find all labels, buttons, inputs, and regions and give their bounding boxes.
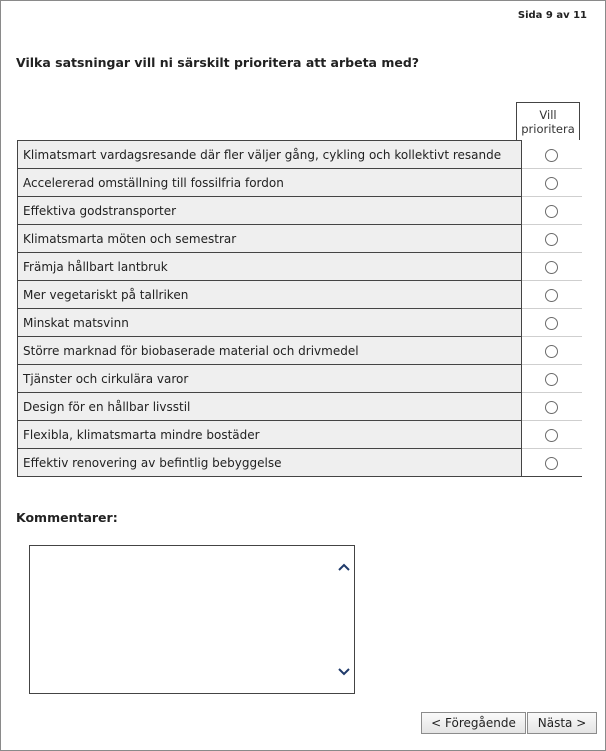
choice-cell bbox=[521, 281, 582, 309]
item-label: Tjänster och cirkulära varor bbox=[18, 365, 522, 393]
table-row bbox=[18, 393, 583, 421]
priority-radio-1[interactable] bbox=[545, 149, 558, 162]
page-indicator: Sida 9 av 11 bbox=[517, 10, 587, 21]
table-row bbox=[18, 421, 583, 449]
priority-radio-3[interactable] bbox=[545, 205, 558, 218]
choice-cell bbox=[521, 365, 582, 393]
comments-label: Kommentarer: bbox=[16, 510, 118, 525]
question-title: Vilka satsningar vill ni särskilt prioritera att arbeta med? bbox=[16, 55, 420, 70]
priority-radio-8[interactable] bbox=[545, 345, 558, 358]
priority-radio-2[interactable] bbox=[545, 177, 558, 190]
chevron-up-icon[interactable] bbox=[337, 560, 351, 574]
table-row bbox=[18, 281, 583, 309]
column-header-line: Vill bbox=[539, 108, 557, 122]
priority-radio-7[interactable] bbox=[545, 317, 558, 330]
item-label: Mer vegetariskt på tallriken bbox=[18, 281, 522, 309]
item-label: Flexibla, klimatsmarta mindre bostäder bbox=[18, 421, 522, 449]
choice-cell bbox=[521, 421, 582, 449]
item-label: Effektiva godstransporter bbox=[18, 197, 522, 225]
item-label: Klimatsmart vardagsresande där fler väljer gång, cykling och kollektivt resande bbox=[18, 141, 522, 169]
priority-radio-12[interactable] bbox=[545, 457, 558, 470]
item-label: Design för en hållbar livsstil bbox=[18, 393, 522, 421]
priority-radio-10[interactable] bbox=[545, 401, 558, 414]
choice-cell bbox=[521, 253, 582, 281]
priority-radio-9[interactable] bbox=[545, 373, 558, 386]
choice-cell bbox=[521, 309, 582, 337]
column-header-vill-prioritera bbox=[516, 102, 580, 140]
table-row bbox=[18, 449, 583, 477]
chevron-down-icon[interactable] bbox=[337, 665, 351, 679]
previous-button[interactable]: < Föregående bbox=[421, 712, 526, 734]
item-label: Accelererad omställning till fossilfria fordon bbox=[18, 169, 522, 197]
table-row bbox=[18, 169, 583, 197]
comments-textarea[interactable] bbox=[29, 545, 355, 694]
column-header-line: prioritera bbox=[521, 122, 575, 136]
choice-cell bbox=[521, 449, 582, 477]
table-row bbox=[18, 197, 583, 225]
next-button[interactable]: Nästa > bbox=[527, 712, 597, 734]
choice-cell bbox=[521, 225, 582, 253]
priority-radio-5[interactable] bbox=[545, 261, 558, 274]
priority-radio-6[interactable] bbox=[545, 289, 558, 302]
choice-cell bbox=[521, 337, 582, 365]
table-row bbox=[18, 309, 583, 337]
item-label: Minskat matsvinn bbox=[18, 309, 522, 337]
navigation-buttons bbox=[421, 712, 597, 734]
table-row bbox=[18, 141, 583, 169]
item-label: Effektiv renovering av befintlig bebyggelse bbox=[18, 449, 522, 477]
item-label: Större marknad för biobaserade material och drivmedel bbox=[18, 337, 522, 365]
choice-cell bbox=[521, 393, 582, 421]
choice-cell bbox=[521, 141, 582, 169]
priority-radio-4[interactable] bbox=[545, 233, 558, 246]
table-row bbox=[18, 253, 583, 281]
priority-grid bbox=[17, 140, 582, 477]
choice-cell bbox=[521, 169, 582, 197]
table-row bbox=[18, 337, 583, 365]
choice-cell bbox=[521, 197, 582, 225]
table-row bbox=[18, 225, 583, 253]
table-row bbox=[18, 365, 583, 393]
item-label: Klimatsmarta möten och semestrar bbox=[18, 225, 522, 253]
priority-radio-11[interactable] bbox=[545, 429, 558, 442]
item-label: Främja hållbart lantbruk bbox=[18, 253, 522, 281]
